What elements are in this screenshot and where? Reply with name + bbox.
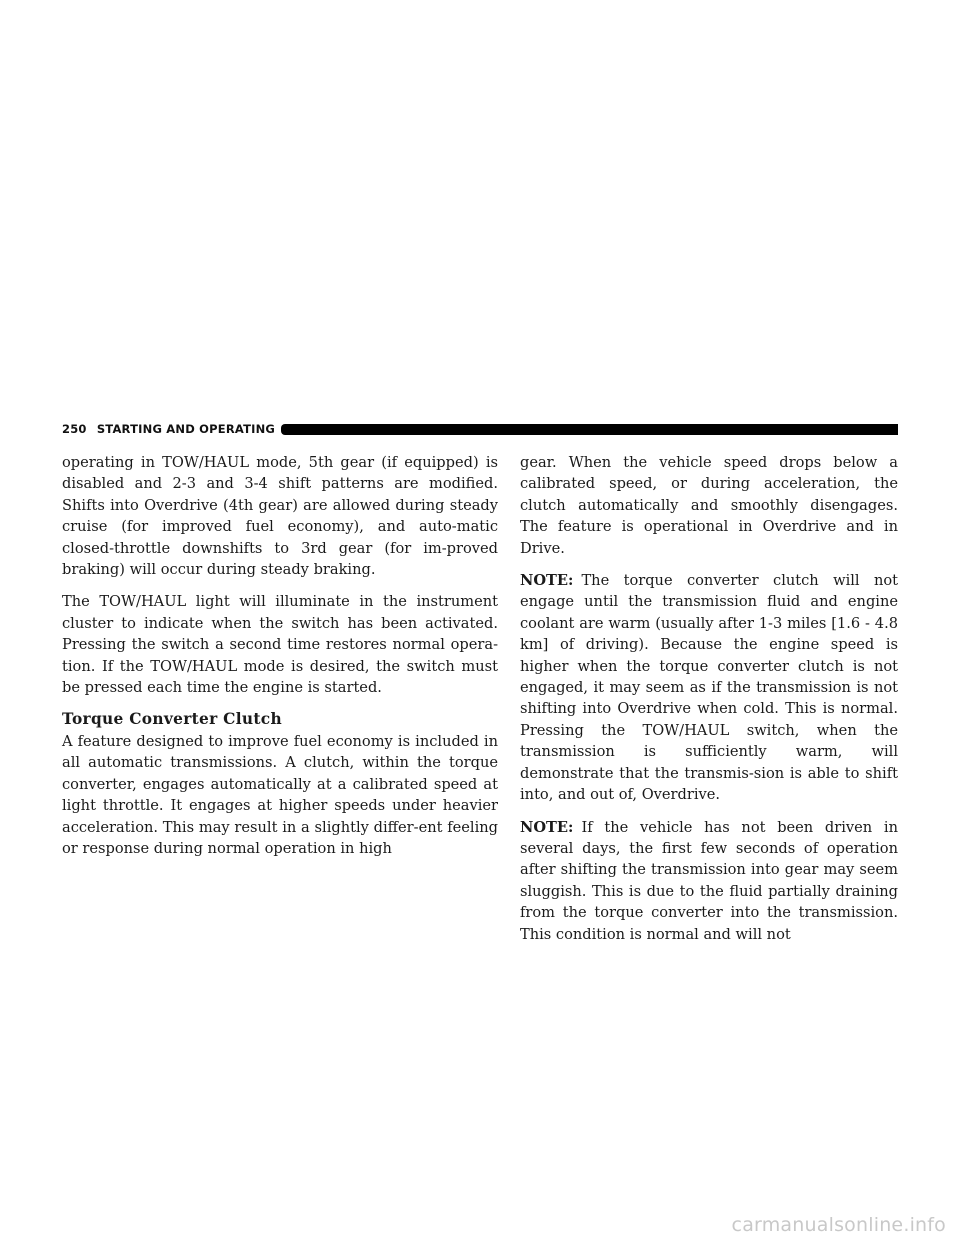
- paragraph: The TOW/HAUL light will illuminate in the instrument cluster to indicate when the switch has been activated. Pressing the switch a second time restores normal opera-tion. If the TOW/HAUL mode is desired, the switch must be pressed each time the engine is started.: [62, 593, 498, 697]
- note-paragraph: [520, 570, 898, 805]
- page-number: 250: [62, 422, 87, 436]
- paragraph: A feature designed to improve fuel economy is included in all automatic transmissions. A clutch, within the torque converter, engages automatically at a calibrated speed at light throttle. It engages at higher speeds under heavier acceleration. This may result in a slightly differ-ent feeling or response during normal operation in high: [62, 732, 498, 857]
- left-column: [62, 452, 498, 859]
- paragraph: gear. When the vehicle speed drops below a calibrated speed, or during acceleration, the clutch automatically and smoothly disengages. The feature is operational in Overdrive and in Drive.: [520, 454, 898, 557]
- watermark: carmanualsonline.info: [731, 1214, 946, 1236]
- paragraph: operating in TOW/HAUL mode, 5th gear (if equipped) is disabled and 2-3 and 3-4 shift patterns are modified. Shifts into Overdrive (4th gear) are allowed during steady cruise (for improved fuel economy), and auto-matic closed-throttle downshifts to 3rd gear (for im-proved braking) will occur during steady braking.: [62, 454, 498, 579]
- header-rule: [281, 424, 898, 435]
- header-label: [62, 422, 275, 436]
- section-heading: Torque Converter Clutch: [62, 710, 282, 729]
- note-paragraph: [520, 817, 898, 945]
- section-title: STARTING AND OPERATING: [96, 422, 276, 436]
- note-label: NOTE:: [520, 572, 574, 590]
- note-text: If the vehicle has not been driven in several days, the first few seconds of operation after shifting the transmission into gear may seem sluggish. This is due to the fluid partially draining from the torque converter into the transmission. This condition is normal and will not: [520, 818, 898, 943]
- note-label: NOTE:: [520, 818, 574, 836]
- right-column: [520, 452, 898, 945]
- page-header: [62, 418, 898, 440]
- note-text: The torque converter clutch will not engage until the transmission fluid and engine coolant are warm (usually after 1-3 miles [1.6 - 4.8 km] of driving). Because the engine speed is higher when the torque converter clutch is not engaged, it may seem as if the transmission is not shifting into Overdrive when cold. This is normal. Pressing the TOW/HAUL switch, when the transmission is sufficiently warm, will demonstrate that the transmis-sion is able to shift into, and out of, Overdrive.: [520, 572, 898, 804]
